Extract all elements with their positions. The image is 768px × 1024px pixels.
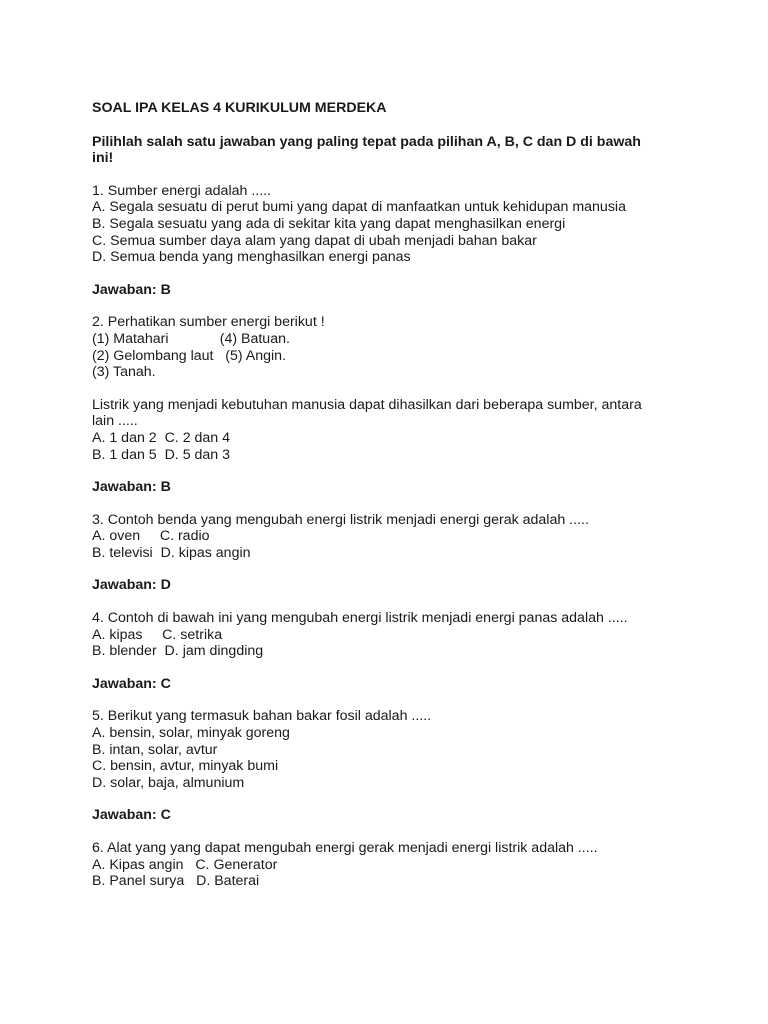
question-1-option-d: D. Semua benda yang menghasilkan energi panas [92, 249, 411, 266]
question-2-item-2: (2) Gelombang laut (5) Angin. [92, 347, 286, 364]
document-title: SOAL IPA KELAS 4 KURIKULUM MERDEKA [92, 100, 387, 116]
question-1-option-b: B. Segala sesuatu yang ada di sekitar kita yang dapat menghasilkan energi [92, 215, 566, 232]
question-5 [92, 708, 728, 791]
question-3-options-row-2: B. televisi D. kipas angin [92, 544, 251, 561]
question-2-options-row-2: B. 1 dan 5 D. 5 dan 3 [92, 446, 231, 463]
question-5-stem: 5. Berikut yang termasuk bahan bakar fosil adalah ..... [92, 708, 432, 725]
question-6 [92, 840, 728, 890]
question-2-stem: 2. Perhatikan sumber energi berikut ! [92, 314, 325, 331]
question-5-option-d: D. solar, baja, almunium [92, 774, 245, 791]
question-4-options-row-1: A. kipas C. setrika [92, 626, 223, 643]
instruction-text: Pilihlah salah satu jawaban yang paling tepat pada pilihan A, B, C dan D di bawah ini! [92, 133, 641, 167]
question-5-option-b: B. intan, solar, avtur [92, 741, 218, 758]
question-6-options-row-2: B. Panel surya D. Baterai [92, 873, 260, 890]
question-3 [92, 512, 728, 562]
question-1-stem: 1. Sumber energi adalah ..... [92, 182, 272, 199]
question-5-option-c: C. bensin, avtur, minyak bumi [92, 758, 279, 775]
question-3-options-row-1: A. oven C. radio [92, 528, 210, 545]
question-3-stem: 3. Contoh benda yang mengubah energi listrik menjadi energi gerak adalah ..... [92, 511, 589, 528]
question-2-answer: Jawaban: B [92, 479, 171, 496]
question-1-answer: Jawaban: B [92, 281, 171, 298]
question-5-option-a: A. bensin, solar, minyak goreng [92, 725, 290, 742]
question-1-option-a: A. Segala sesuatu di perut bumi yang dapat di manfaatkan untuk kehidupan manusia [92, 199, 626, 216]
question-2-prompt: Listrik yang menjadi kebutuhan manusia dapat dihasilkan dari beberapa sumber, antara lain ..... [92, 396, 646, 430]
question-4-answer: Jawaban: C [92, 675, 171, 692]
question-1-option-c: C. Semua sumber daya alam yang dapat di ubah menjadi bahan bakar [92, 232, 537, 249]
question-5-answer: Jawaban: C [92, 807, 171, 824]
question-4 [92, 610, 728, 660]
question-2-item-3: (3) Tanah. [92, 364, 156, 381]
question-4-options-row-2: B. blender D. jam dingding [92, 643, 264, 660]
question-4-stem: 4. Contoh di bawah ini yang mengubah energi listrik menjadi energi panas adalah ..... [92, 610, 628, 627]
question-2-item-1: (1) Matahari (4) Batuan. [92, 330, 290, 347]
question-6-stem: 6. Alat yang yang dapat mengubah energi gerak menjadi energi listrik adalah ..... [92, 840, 598, 856]
question-2 [92, 314, 728, 380]
question-2-options-row-1: A. 1 dan 2 C. 2 dan 4 [92, 429, 231, 446]
question-1 [92, 183, 728, 266]
question-6-options-row-1: A. Kipas angin C. Generator [92, 856, 278, 873]
question-3-answer: Jawaban: D [92, 577, 171, 594]
question-2-prompt-block [92, 397, 728, 463]
